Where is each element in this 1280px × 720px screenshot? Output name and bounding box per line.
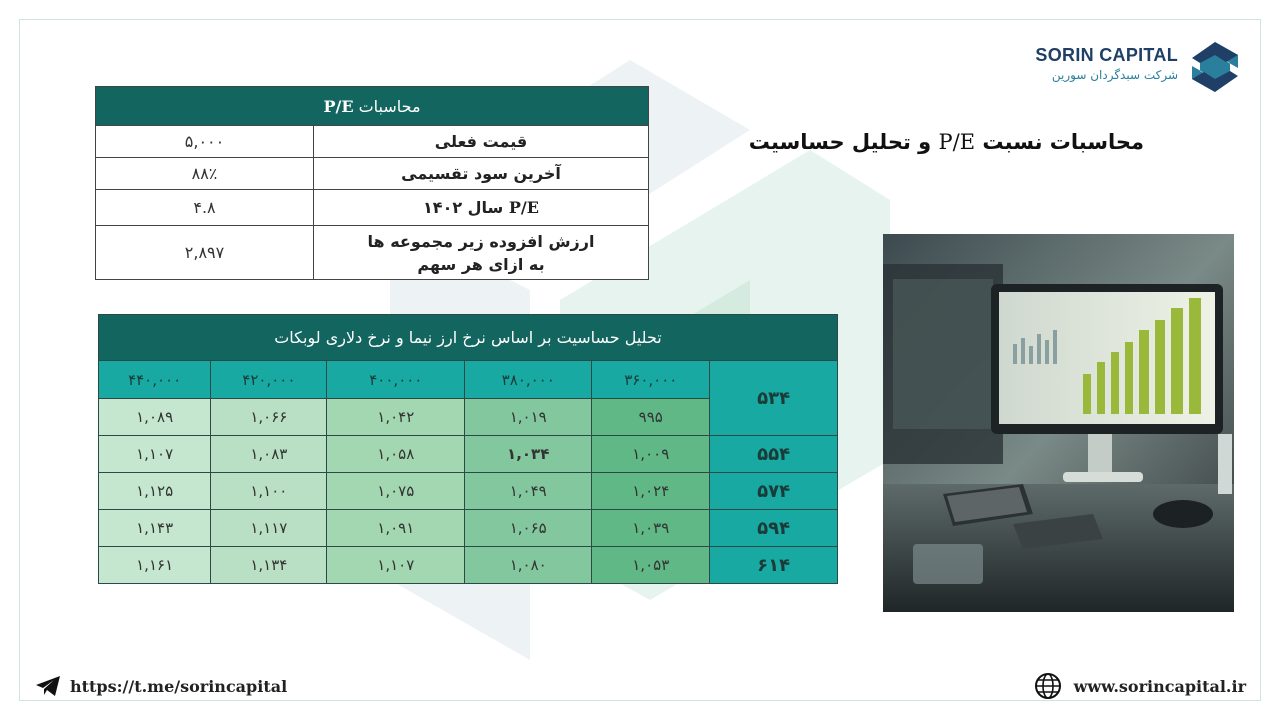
cell: ۱,۱۰۷: [99, 436, 211, 473]
title-pe: P/E: [938, 130, 976, 154]
cell: ۱,۱۳۴: [211, 547, 327, 584]
cell: ۱,۰۶۶: [211, 399, 327, 436]
cell: ۱,۱۰۰: [211, 473, 327, 510]
cell: ۱,۰۰۹: [592, 436, 710, 473]
cell: ۹۹۵: [592, 399, 710, 436]
website-link[interactable]: [1034, 672, 1246, 700]
cell: ۱,۰۴۹: [465, 473, 592, 510]
telegram-url[interactable]: https://t.me/sorincapital: [70, 676, 288, 696]
column-header: ۴۴۰,۰۰۰: [99, 361, 211, 399]
title-part1: محاسبات نسبت: [982, 130, 1144, 154]
row-value: ۲,۸۹۷: [96, 226, 314, 280]
cell: ۱,۰۸۰: [465, 547, 592, 584]
row-header: ۶۱۴: [710, 547, 838, 584]
cell: ۱,۰۳۴: [465, 436, 592, 473]
table-row: [99, 436, 838, 473]
table-row: [96, 126, 649, 158]
sensitivity-title: تحلیل حساسیت بر اساس نرخ ارز نیما و نرخ دلاری لوبکات: [99, 315, 838, 361]
column-header: ۴۲۰,۰۰۰: [211, 361, 327, 399]
row-value: ۴.۸: [96, 190, 314, 226]
cell: ۱,۰۲۴: [592, 473, 710, 510]
cell: ۱,۰۱۹: [465, 399, 592, 436]
table-row: [96, 226, 649, 280]
table-row: [99, 547, 838, 584]
table-row: [99, 510, 838, 547]
cell: ۱,۰۳۹: [592, 510, 710, 547]
website-url[interactable]: www.sorincapital.ir: [1073, 676, 1246, 696]
globe-icon: [1034, 672, 1062, 700]
telegram-link[interactable]: [36, 676, 287, 696]
monitor-photo: [883, 234, 1234, 612]
cell: ۱,۰۴۲: [327, 399, 465, 436]
sensitivity-table: [98, 314, 838, 584]
cell: ۱,۱۰۷: [327, 547, 465, 584]
row-header: ۵۵۴: [710, 436, 838, 473]
brand-logo: [1022, 40, 1242, 96]
title-part2: و تحلیل حساسیت: [748, 130, 932, 154]
page-title: [749, 130, 1144, 154]
cell: ۱,۰۸۹: [99, 399, 211, 436]
cell: ۱,۰۶۵: [465, 510, 592, 547]
brand-name-en: SORIN CAPITAL: [1035, 45, 1178, 65]
row-header: ۵۷۴: [710, 473, 838, 510]
pe-table-header: محاسبات P/E: [96, 87, 649, 126]
row-value: ۸۸٪: [96, 158, 314, 190]
pe-table: [95, 86, 649, 280]
cell: ۱,۱۱۷: [211, 510, 327, 547]
table-row: [96, 158, 649, 190]
cell: ۱,۰۵۳: [592, 547, 710, 584]
column-header-row: [99, 361, 838, 399]
row-label: آخرین سود تقسیمی: [314, 158, 649, 190]
row-header: ۵۳۴: [710, 361, 838, 436]
sorin-logo-icon: [1188, 40, 1242, 94]
cell: ۱,۰۹۱: [327, 510, 465, 547]
telegram-icon: [36, 676, 60, 696]
row-value: ۵,۰۰۰: [96, 126, 314, 158]
row-header: ۵۹۴: [710, 510, 838, 547]
column-header: ۴۰۰,۰۰۰: [327, 361, 465, 399]
cell: ۱,۰۵۸: [327, 436, 465, 473]
cell: ۱,۱۴۳: [99, 510, 211, 547]
brand-name-fa: شرکت سبدگردان سورین: [1051, 68, 1178, 82]
row-label: P/E سال ۱۴۰۲: [314, 190, 649, 226]
cell: ۱,۰۷۵: [327, 473, 465, 510]
cell: ۱,۱۲۵: [99, 473, 211, 510]
cell: ۱,۱۶۱: [99, 547, 211, 584]
column-header: ۳۶۰,۰۰۰: [592, 361, 710, 399]
table-row: [96, 190, 649, 226]
row-label: قیمت فعلی: [314, 126, 649, 158]
cell: ۱,۰۸۳: [211, 436, 327, 473]
row-label: ارزش افزوده زیر مجموعه ها به ازای هر سهم: [314, 226, 649, 280]
table-row: [99, 473, 838, 510]
column-header: ۳۸۰,۰۰۰: [465, 361, 592, 399]
